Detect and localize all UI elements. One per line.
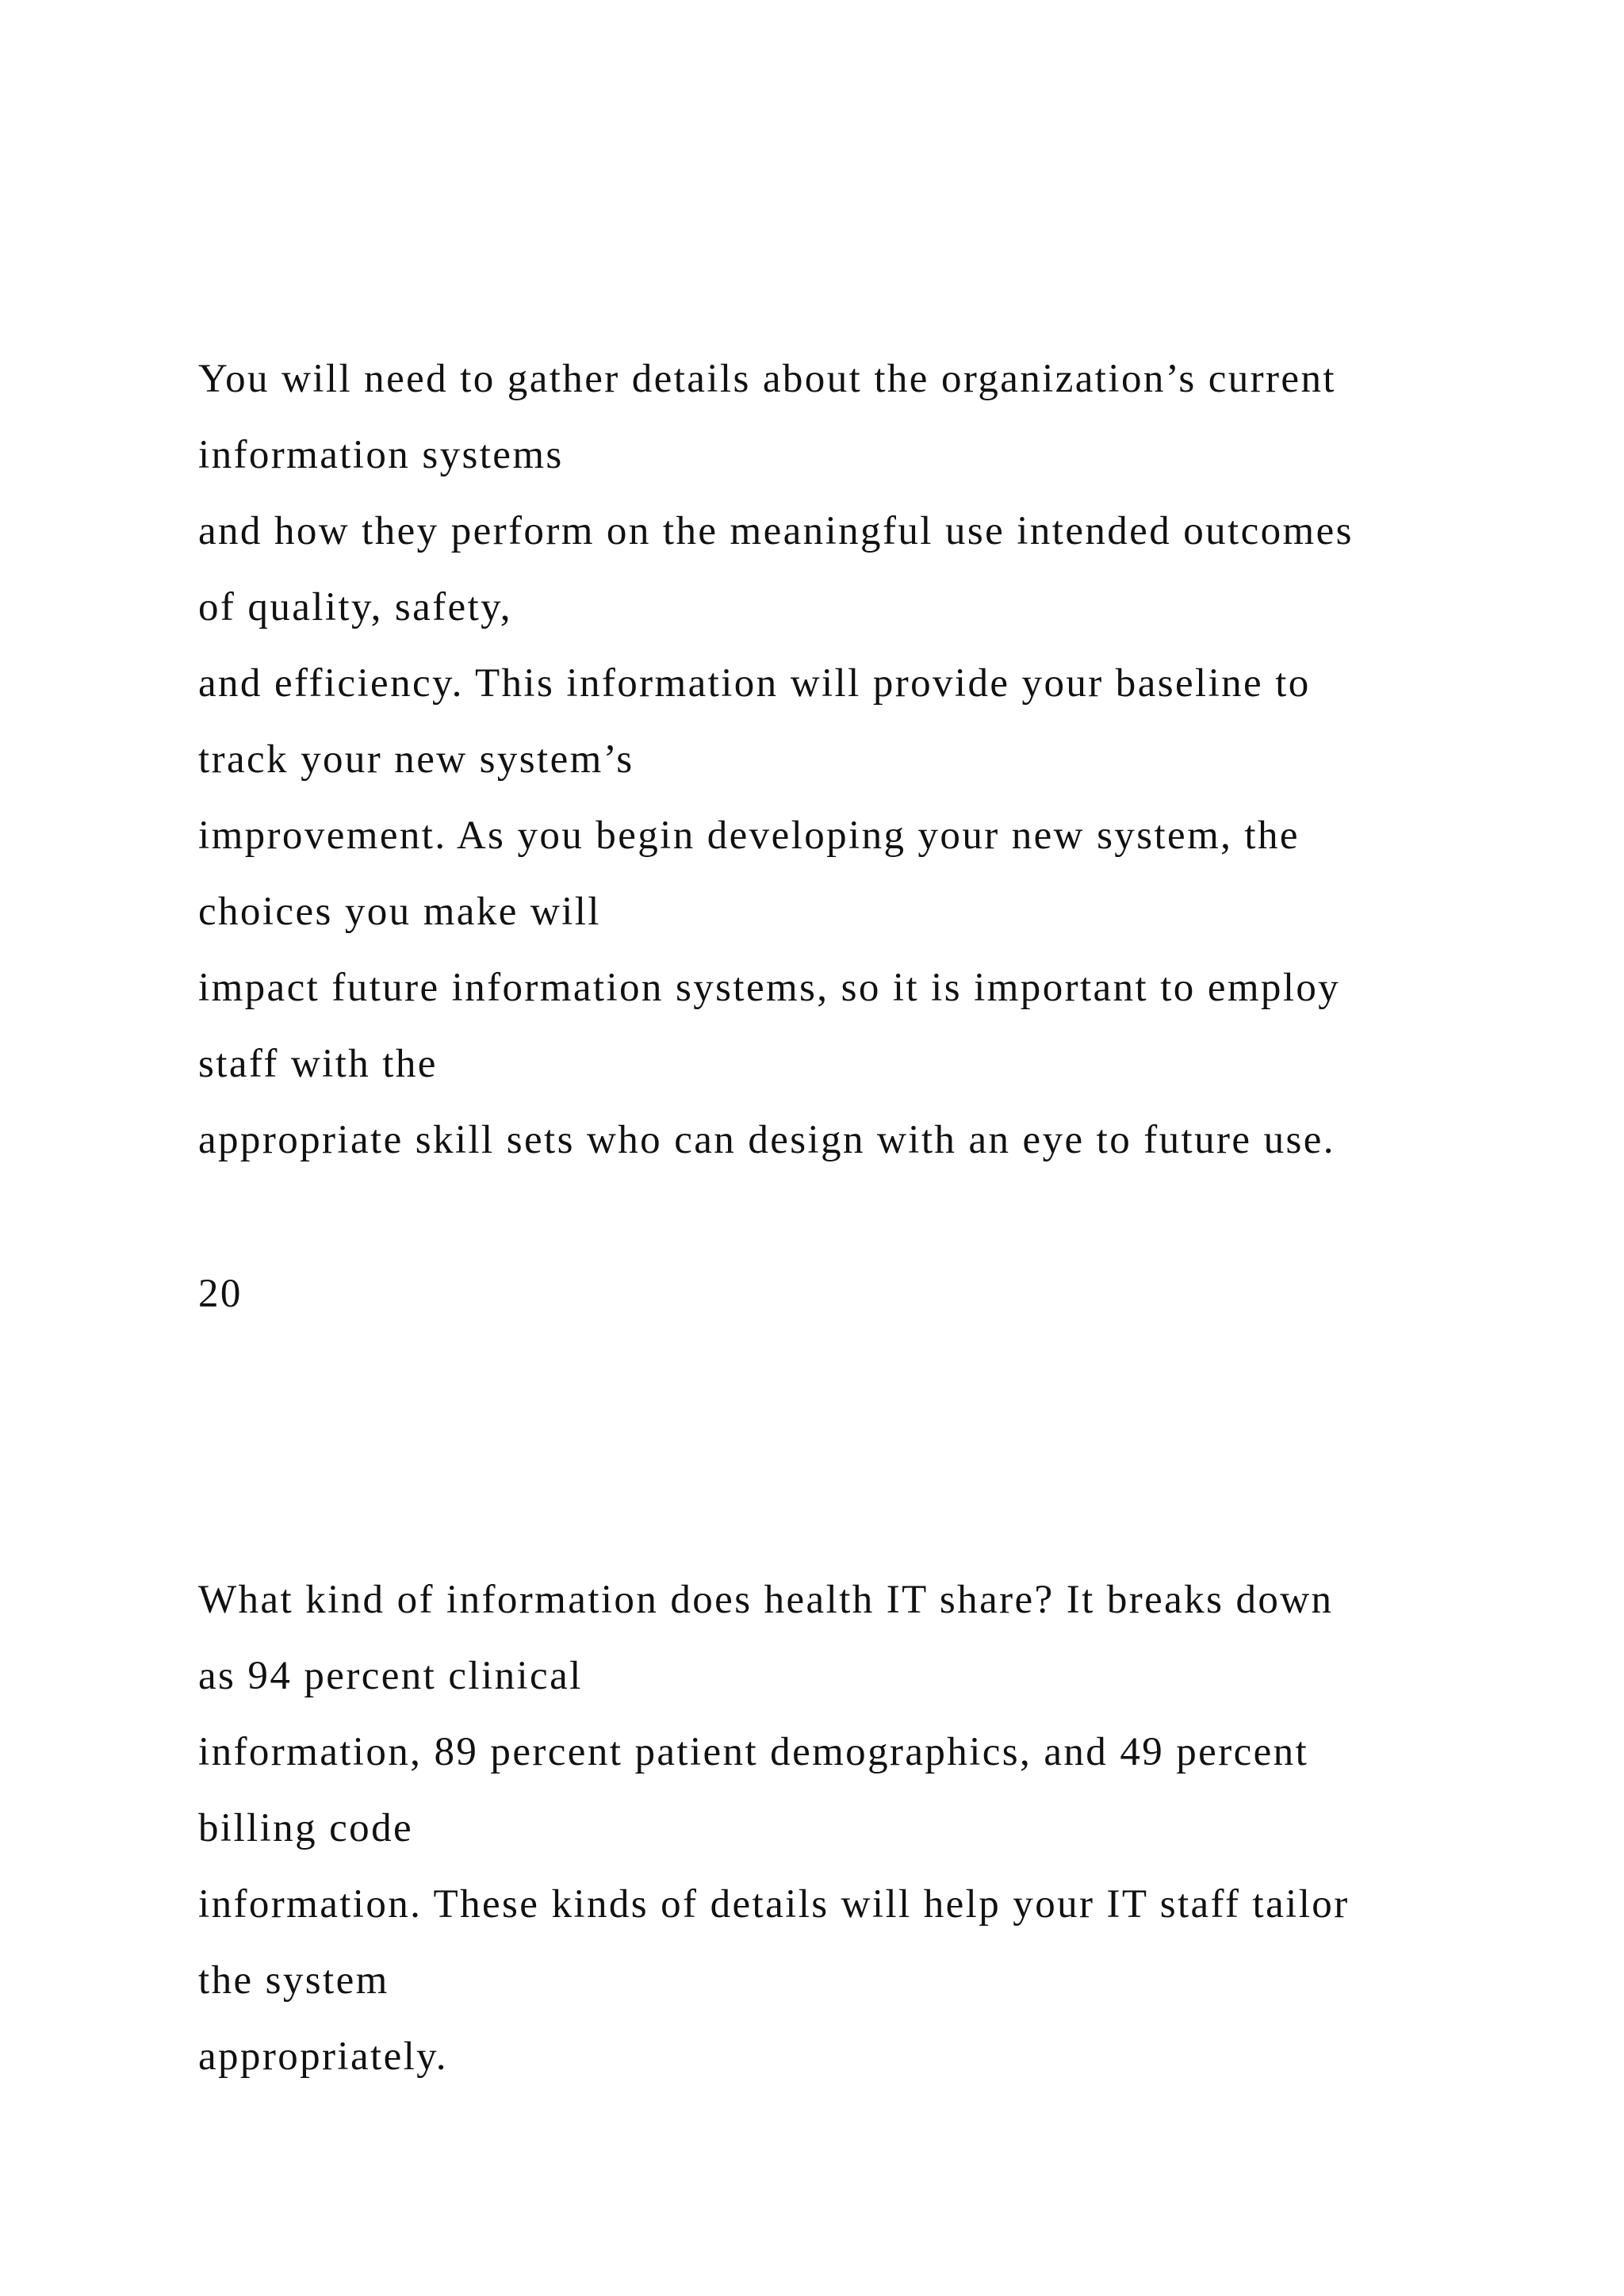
text-line: appropriate skill sets who can design with an eye to future use. [198, 1118, 1335, 1162]
text-line: impact future information systems, so it is important to employ [198, 966, 1341, 1010]
text-line: choices you make will [198, 890, 601, 934]
text-line: appropriately. [198, 2034, 448, 2079]
text-line: You will need to gather details about the organization’s current [198, 357, 1336, 401]
text-line: and how they perform on the meaningful use intended outcomes [198, 509, 1354, 553]
text-line: of quality, safety, [198, 585, 512, 629]
text-line: and efficiency. This information will provide your baseline to [198, 661, 1311, 706]
text-line: billing code [198, 1806, 414, 1850]
text-line: staff with the [198, 1042, 438, 1086]
text-line: the system [198, 1958, 389, 2003]
text-line: information systems [198, 433, 564, 477]
page-number [198, 1256, 1594, 1332]
paragraph-health-it-share [198, 1562, 1594, 2095]
text-line: information. These kinds of details will help your IT staff tailor [198, 1882, 1350, 1927]
text-line: track your new system’s [198, 737, 634, 782]
text-line: What kind of information does health IT share? It breaks down [198, 1578, 1334, 1622]
text-line: as 94 percent clinical [198, 1654, 583, 1698]
text-line: information, 89 percent patient demographics, and 49 percent [198, 1730, 1309, 1774]
paragraph-baseline-info [198, 341, 1594, 1178]
page-number-text: 20 [198, 1272, 243, 1316]
text-line: improvement. As you begin developing your new system, the [198, 813, 1300, 858]
